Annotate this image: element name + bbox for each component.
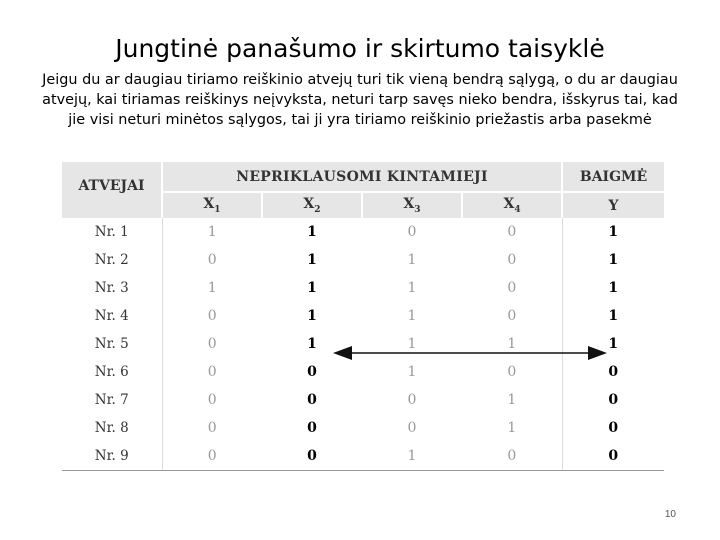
cell-y: 1 <box>562 330 664 358</box>
cell-x1: 0 <box>207 336 217 352</box>
table-row <box>62 358 664 386</box>
cell-x2: 0 <box>307 364 317 380</box>
slide-title: Jungtinė panašumo ir skirtumo taisyklė <box>115 34 605 63</box>
table-row <box>62 218 664 246</box>
header-x4: $X_4$ <box>462 192 562 218</box>
cell-x3: 1 <box>407 336 417 352</box>
cell-x2: 0 <box>262 442 362 471</box>
table-row <box>62 442 664 471</box>
cell-x3: 0 <box>407 224 417 240</box>
table-row <box>62 246 664 274</box>
cell-x2: 0 <box>307 420 317 436</box>
cell-x2: 1 <box>307 252 317 268</box>
cell-x3: 1 <box>407 280 417 296</box>
case-label: Nr. 6 <box>62 358 162 386</box>
cell-x1: 0 <box>162 442 262 471</box>
cell-x2: 0 <box>307 392 317 408</box>
rule-description: Jeigu du ar daugiau tiriamo reiškinio atvejų turi tik vieną bendrą sąlygą, o du ar daugiau atvejų, kai tiriamas reiškinys neįvyksta, neturi tarp savęs nieko bendra, išskyrus tai, kad jie visi neturi minėtos sąlygos, tai ji yra tiriamo reiškinio priežastis arba pasekmė <box>42 72 678 128</box>
cell-x3: 1 <box>407 364 417 380</box>
cell-y: 0 <box>562 414 664 442</box>
header-y: Y <box>562 192 664 218</box>
header-cases: ATVEJAI <box>62 162 162 218</box>
header-outcome: BAIGMĖ <box>562 162 664 192</box>
cell-y: 1 <box>562 218 664 246</box>
cell-x1: 1 <box>207 224 217 240</box>
cell-x3: 1 <box>407 308 417 324</box>
cell-y: 1 <box>562 302 664 330</box>
table-row <box>62 386 664 414</box>
cell-x4: 0 <box>507 252 517 268</box>
header-x2: $X_2$ <box>262 192 362 218</box>
cases-table <box>62 162 664 471</box>
table-row <box>62 302 664 330</box>
cell-x3: 0 <box>407 420 417 436</box>
cell-x2: 1 <box>307 224 317 240</box>
case-label: Nr. 4 <box>62 302 162 330</box>
cell-x1: 0 <box>207 420 217 436</box>
case-label: Nr. 8 <box>62 414 162 442</box>
cell-x2: 1 <box>307 280 317 296</box>
cell-x2: 1 <box>307 308 317 324</box>
header-x3: $X_3$ <box>362 192 462 218</box>
cell-x1: 0 <box>207 308 217 324</box>
cell-x3: 1 <box>407 252 417 268</box>
cell-x4: 0 <box>507 308 517 324</box>
cell-y: 0 <box>562 358 664 386</box>
page-number: 10 <box>664 509 676 520</box>
cell-y: 1 <box>562 246 664 274</box>
case-label: Nr. 5 <box>62 330 162 358</box>
cell-x3: 1 <box>362 442 462 471</box>
cell-x4: 0 <box>507 280 517 296</box>
cell-x4: 1 <box>507 336 517 352</box>
case-label: Nr. 7 <box>62 386 162 414</box>
case-label: Nr. 1 <box>62 218 162 246</box>
cell-x1: 1 <box>207 280 217 296</box>
cell-x4: 1 <box>507 392 517 408</box>
header-x1: $X_1$ <box>162 192 262 218</box>
cases-table-container <box>62 162 664 470</box>
cell-x4: 0 <box>507 224 517 240</box>
cell-x4: 0 <box>462 442 562 471</box>
cell-x1: 0 <box>207 364 217 380</box>
case-label: Nr. 9 <box>62 442 162 471</box>
cell-y: 0 <box>562 442 664 471</box>
cell-x3: 0 <box>407 392 417 408</box>
table-row <box>62 330 664 358</box>
header-independent-variables: NEPRIKLAUSOMI KINTAMIEJI <box>162 162 562 192</box>
cell-x4: 0 <box>507 364 517 380</box>
case-label: Nr. 3 <box>62 274 162 302</box>
cell-y: 1 <box>562 274 664 302</box>
cell-x4: 1 <box>507 420 517 436</box>
table-row <box>62 414 664 442</box>
cell-x1: 0 <box>207 392 217 408</box>
cell-y: 0 <box>562 386 664 414</box>
cell-x1: 0 <box>207 252 217 268</box>
case-label: Nr. 2 <box>62 246 162 274</box>
cell-x2: 1 <box>307 336 317 352</box>
table-row <box>62 274 664 302</box>
